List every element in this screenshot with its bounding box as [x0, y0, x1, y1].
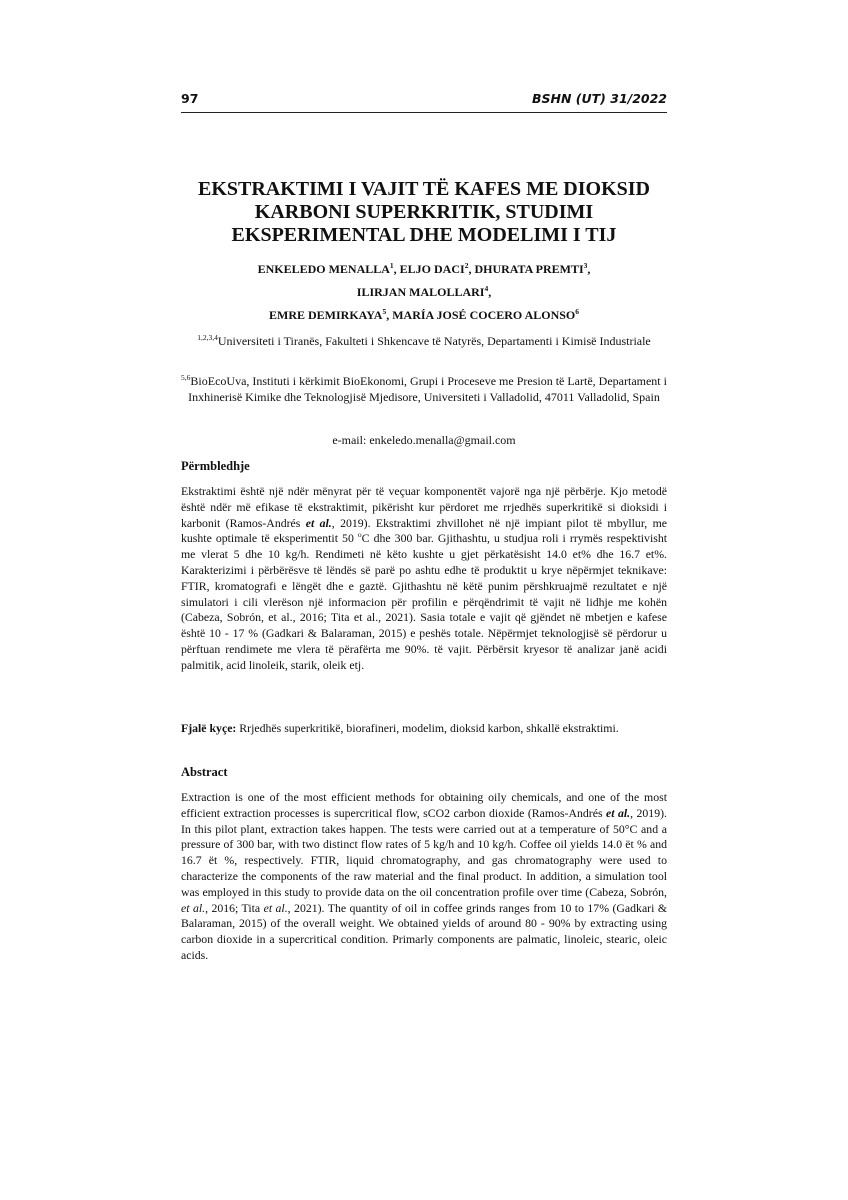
- affiliation-text: Universiteti i Tiranës, Fakulteti i Shkencave të Natyrës, Departamenti i Kimisë Industriale: [217, 334, 651, 348]
- affiliation-1: [181, 334, 667, 350]
- author-line: [181, 304, 667, 327]
- running-header: [181, 91, 667, 111]
- affiliation-text: BioEcoUva, Instituti i kërkimit BioEkonomi, Grupi i Proceseve me Presion të Lartë, Departament i Inxhinerisë Kimike dhe Teknologjisë Mjedisore, Universiteti i Valladolid, 47011 Valladolid, Spain: [188, 374, 667, 404]
- title-line: EKSTRAKTIMI I VAJIT TË KAFES ME DIOKSID: [198, 178, 650, 200]
- degree-mark: o: [357, 530, 362, 540]
- citation-et-al: et al.: [263, 900, 288, 915]
- paper-title: [181, 178, 667, 247]
- summary-text: Ekstraktimi është një ndër mënyrat për të veçuar komponentët vajorë nga një përbërje. Kjo metodë është ndër më efikase të ekstraktimit, pikërisht kur përdoret me rrjedhës superkritikë si dioksidi i karbonit (Ramos-Andrés: [181, 484, 667, 530]
- author-name: ILIRJAN MALOLLARI: [356, 285, 485, 299]
- summary-paragraph: [181, 484, 667, 674]
- journal-reference: BSHN (UT) 31/2022: [531, 91, 667, 106]
- affiliation-mark: 1,2,3,4: [197, 333, 218, 342]
- author-line: [181, 281, 667, 304]
- keywords-text: Rrjedhës superkritikë, biorafineri, modelim, dioksid karbon, shkallë ekstraktimi.: [236, 721, 619, 735]
- author-affil-mark: 1: [389, 261, 394, 270]
- summary-heading: Përmbledhje: [181, 459, 250, 473]
- author-affil-mark: 2: [464, 261, 469, 270]
- abstract-text: , 2016; Tita: [205, 900, 264, 915]
- header-rule: [181, 112, 667, 113]
- author-affil-mark: 4: [484, 284, 489, 293]
- abstract-paragraph: [181, 790, 667, 964]
- author-list: [181, 258, 667, 327]
- author-separator: ,: [488, 285, 492, 299]
- title-line: EKSPERIMENTAL DHE MODELIMI I TIJ: [231, 224, 617, 246]
- citation-et-al: et al.: [606, 805, 631, 820]
- author-name: EMRE DEMIRKAYA: [269, 308, 383, 322]
- contact-email[interactable]: e-mail: enkeledo.menalla@gmail.com: [332, 433, 516, 447]
- author-affil-mark: 5: [382, 307, 387, 316]
- abstract-text: , 2019). In this pilot plant, extraction takes happen. The tests were carried out at a temperature of 50°C and a pressure of 300 bar, with two distinct flow rates of 5 kg/h and 10 kg/h. Coffee oil yields 14.0 ët % and 16.7 ët %, respectively. FTIR, liquid chromatography, and gas chromatography were used to characterize the components of the raw material and the final product. In addition, a simulation tool was employed in this study to provide data on the oil concentration profile over time (Cabeza, Sobrón,: [181, 805, 667, 899]
- abstract-text: Extraction is one of the most efficient methods for obtaining oily chemicals, and one of the most efficient extraction processes is supercritical flow, sCO2 carbon dioxide (Ramos-Andrés: [181, 790, 667, 820]
- citation-et-al: et al.: [181, 900, 206, 915]
- author-separator: ,: [393, 262, 400, 276]
- author-name: ELJO DACI: [399, 262, 465, 276]
- page-number: 97: [181, 91, 199, 106]
- keywords-label: Fjalë kyçe:: [181, 721, 237, 735]
- author-name: DHURATA PREMTI: [474, 262, 584, 276]
- author-name: MARÍA JOSÉ COCERO ALONSO: [392, 308, 576, 322]
- author-affil-mark: 3: [583, 261, 588, 270]
- citation-et-al: et al.: [305, 515, 332, 530]
- abstract-heading: Abstract: [181, 765, 228, 779]
- author-separator: ,: [386, 308, 393, 322]
- title-line: KARBONI SUPERKRITIK, STUDIMI: [254, 201, 594, 223]
- abstract-text: , 2021). The quantity of oil in coffee grinds ranges from 10 to 17% (Gadkari & Balaraman, 2015) of the overall weight. We obtained yields of around 80 - 90% by extracting using carbon dioxide in a supercritical condition. Primarly components are palmatic, linoleic, stearic, oleic acids.: [181, 900, 667, 962]
- author-separator: ,: [468, 262, 475, 276]
- affiliation-mark: 5,6: [181, 373, 191, 382]
- author-line: [181, 258, 667, 281]
- author-affil-mark: 6: [575, 307, 579, 316]
- author-separator: ,: [587, 262, 591, 276]
- summary-text: , 2019). Ekstraktimi zhvillohet në një impiant pilot të mbyllur, me kushte optimale të eksperimentit 50: [181, 515, 668, 546]
- affiliation-2: [181, 374, 667, 405]
- keywords-paragraph: [181, 721, 667, 737]
- summary-text: C dhe 300 bar. Gjithashtu, u studjua roli i rrymës respektivisht me vlerat 5 dhe 10 kg/h. Rendimeti në këto kushte u gjet përkatësisht 14.0 et% dhe 16.7 et%. Karakterizimi i përbërësve të lëndës së parë po ashtu edhe të produktit u kryе nëpërmjet teknikave: FTIR, kromatografi e lëngët dhe e gaztë. Gjithashtu në këtë punim përshkruajmë rezultatet e një simulatori i cili vlerëson një informacion për profilin e përqëndrimit të vajit në lidhje me kohën (Cabeza, Sobrón, et al., 2016; Tita et al., 2021). Sasia totale e vajit që gjëndet në mbetjen e kafese është 10 - 17 % (Gadkari & Balaraman, 2015) e peshës totale. Nëpërmjet teknologjisë së përdorur u përftuan rendimete me vlera të përafërta me 90%. të vajit. Përbërsit kryesor të analizar janë acidi palmitik, acid linoleik, starik, oleik etj.: [181, 531, 668, 672]
- author-name: ENKELEDO MENALLA: [257, 262, 390, 276]
